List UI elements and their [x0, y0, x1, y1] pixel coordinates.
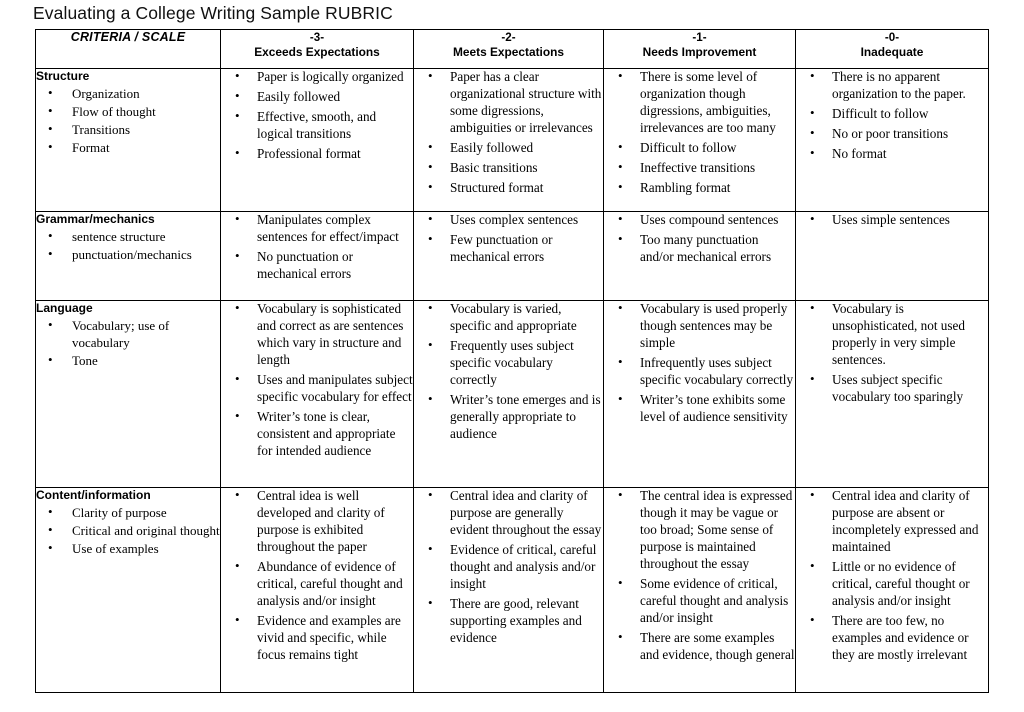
cell-content-exceeds — [221, 488, 414, 693]
list-item: • Easily followed — [414, 140, 603, 157]
header-level-meets — [414, 30, 604, 69]
list-item: • Tone — [36, 353, 220, 370]
list-item: • Uses compound sentences — [604, 212, 795, 229]
header-level-score: -0- — [884, 31, 900, 44]
list-item: • Frequently uses subject specific vocabulary correctly — [414, 338, 603, 389]
list-item: • Difficult to follow — [796, 106, 988, 123]
list-item: • Rambling format — [604, 180, 795, 197]
list-item: • Clarity of purpose — [36, 505, 220, 522]
list-item: • Easily followed — [221, 89, 413, 106]
descriptor-list — [414, 488, 603, 647]
list-item: • There are some examples and evidence, though general — [604, 630, 795, 664]
list-item: • Difficult to follow — [604, 140, 795, 157]
criteria-cell-language — [36, 301, 221, 488]
cell-content-inadequate — [796, 488, 989, 693]
cell-language-meets — [414, 301, 604, 488]
criteria-bullet-list — [36, 505, 220, 558]
header-level-label: Meets Expectations — [452, 45, 565, 60]
header-level-score: -1- — [692, 31, 707, 44]
cell-structure-inadequate — [796, 69, 989, 212]
criteria-title: Structure — [36, 69, 90, 83]
criteria-title: Language — [36, 301, 93, 315]
descriptor-list — [414, 212, 603, 266]
cell-grammar-inadequate — [796, 212, 989, 301]
list-item: • punctuation/mechanics — [36, 247, 220, 264]
list-item: • There is no apparent organization to the paper. — [796, 69, 988, 103]
list-item: • Central idea is well developed and clarity of purpose is exhibited throughout the paper — [221, 488, 413, 556]
cell-structure-needs-improvement — [604, 69, 796, 212]
descriptor-list — [414, 301, 603, 443]
list-item: • Vocabulary is sophisticated and correct as are sentences which vary in structure and length — [221, 301, 413, 369]
list-item: • Uses and manipulates subject specific vocabulary for effect — [221, 372, 413, 406]
list-item: • Writer’s tone is clear, consistent and appropriate for intended audience — [221, 409, 413, 460]
cell-content-meets — [414, 488, 604, 693]
descriptor-list — [796, 69, 988, 163]
descriptor-list — [796, 301, 988, 406]
list-item: • Use of examples — [36, 541, 220, 558]
descriptor-list — [221, 488, 413, 664]
list-item: • Vocabulary; use of vocabulary — [36, 318, 220, 352]
list-item: • Transitions — [36, 122, 220, 139]
criteria-cell-structure — [36, 69, 221, 212]
header-level-label: Inadequate — [860, 45, 924, 60]
list-item: • Flow of thought — [36, 104, 220, 121]
criteria-title: Content/information — [36, 488, 151, 502]
list-item: • Vocabulary is varied, specific and appropriate — [414, 301, 603, 335]
header-level-score: -3- — [309, 31, 325, 44]
descriptor-list — [796, 488, 988, 664]
list-item: • Evidence and examples are vivid and specific, while focus remains tight — [221, 613, 413, 664]
list-item: • Professional format — [221, 146, 413, 163]
cell-grammar-meets — [414, 212, 604, 301]
header-criteria-scale: CRITERIA / SCALE — [36, 30, 221, 69]
list-item: • Few punctuation or mechanical errors — [414, 232, 603, 266]
table-row — [36, 301, 989, 488]
criteria-bullet-list — [36, 229, 220, 264]
cell-language-needs-improvement — [604, 301, 796, 488]
criteria-bullet-list — [36, 318, 220, 370]
descriptor-list — [221, 301, 413, 460]
list-item: • Too many punctuation and/or mechanical errors — [604, 232, 795, 266]
list-item: • Uses subject specific vocabulary too sparingly — [796, 372, 988, 406]
criteria-bullet-list — [36, 86, 220, 157]
criteria-cell-grammar-mechanics — [36, 212, 221, 301]
list-item: • Manipulates complex sentences for effect/impact — [221, 212, 413, 246]
cell-structure-meets — [414, 69, 604, 212]
list-item: • Paper has a clear organizational structure with some digressions, ambiguities or irrelevances — [414, 69, 603, 137]
list-item: • sentence structure — [36, 229, 220, 246]
list-item: • Structured format — [414, 180, 603, 197]
list-item: • Little or no evidence of critical, careful thought or analysis and/or insight — [796, 559, 988, 610]
list-item: • The central idea is expressed though it may be vague or too broad; Some sense of purpose is maintained throughout the essay — [604, 488, 795, 573]
list-item: • Infrequently uses subject specific vocabulary correctly — [604, 355, 795, 389]
cell-grammar-exceeds — [221, 212, 414, 301]
list-item: • Critical and original thought — [36, 523, 220, 540]
list-item: • Organization — [36, 86, 220, 103]
criteria-title: Grammar/mechanics — [36, 212, 155, 226]
descriptor-list — [221, 69, 413, 163]
list-item: • Format — [36, 140, 220, 157]
cell-language-inadequate — [796, 301, 989, 488]
list-item: • Paper is logically organized — [221, 69, 413, 86]
table-row — [36, 212, 989, 301]
page-title: Evaluating a College Writing Sample RUBRIC — [33, 3, 393, 23]
rubric-body — [36, 69, 989, 693]
table-header-row — [36, 30, 989, 69]
table-row — [36, 69, 989, 212]
descriptor-list — [604, 301, 795, 426]
list-item: • Writer’s tone emerges and is generally appropriate to audience — [414, 392, 603, 443]
list-item: • Ineffective transitions — [604, 160, 795, 177]
cell-content-needs-improvement — [604, 488, 796, 693]
cell-language-exceeds — [221, 301, 414, 488]
header-level-exceeds — [221, 30, 414, 69]
list-item: • Writer’s tone exhibits some level of audience sensitivity — [604, 392, 795, 426]
list-item: • There is some level of organization though digressions, ambiguities, irrelevances are too many — [604, 69, 795, 137]
header-level-inadequate — [796, 30, 989, 69]
list-item: • Effective, smooth, and logical transitions — [221, 109, 413, 143]
descriptor-list — [604, 69, 795, 197]
list-item: • No punctuation or mechanical errors — [221, 249, 413, 283]
list-item: • There are too few, no examples and evidence or they are mostly irrelevant — [796, 613, 988, 664]
descriptor-list — [604, 488, 795, 664]
list-item: • Vocabulary is used properly though sentences may be simple — [604, 301, 795, 352]
cell-structure-exceeds — [221, 69, 414, 212]
descriptor-list — [604, 212, 795, 266]
list-item: • Vocabulary is unsophisticated, not used properly in very simple sentences. — [796, 301, 988, 369]
list-item: • Some evidence of critical, careful thought and analysis and/or insight — [604, 576, 795, 627]
list-item: • Central idea and clarity of purpose are absent or incompletely expressed and maintained — [796, 488, 988, 556]
descriptor-list — [221, 212, 413, 283]
criteria-cell-content-information — [36, 488, 221, 693]
header-level-needs-improvement — [604, 30, 796, 69]
header-level-label: Exceeds Expectations — [254, 45, 380, 60]
rubric-table — [35, 29, 989, 693]
list-item: • No or poor transitions — [796, 126, 988, 143]
list-item: • No format — [796, 146, 988, 163]
list-item: • There are good, relevant supporting examples and evidence — [414, 596, 603, 647]
table-row — [36, 488, 989, 693]
descriptor-list — [796, 212, 988, 229]
list-item: • Basic transitions — [414, 160, 603, 177]
list-item: • Evidence of critical, careful thought and analysis and/or insight — [414, 542, 603, 593]
list-item: • Uses simple sentences — [796, 212, 988, 229]
list-item: • Central idea and clarity of purpose are generally evident throughout the essay — [414, 488, 603, 539]
header-level-label: Needs Improvement — [642, 45, 757, 60]
list-item: • Uses complex sentences — [414, 212, 603, 229]
cell-grammar-needs-improvement — [604, 212, 796, 301]
list-item: • Abundance of evidence of critical, careful thought and analysis and/or insight — [221, 559, 413, 610]
descriptor-list — [414, 69, 603, 197]
header-level-score: -2- — [501, 31, 516, 44]
